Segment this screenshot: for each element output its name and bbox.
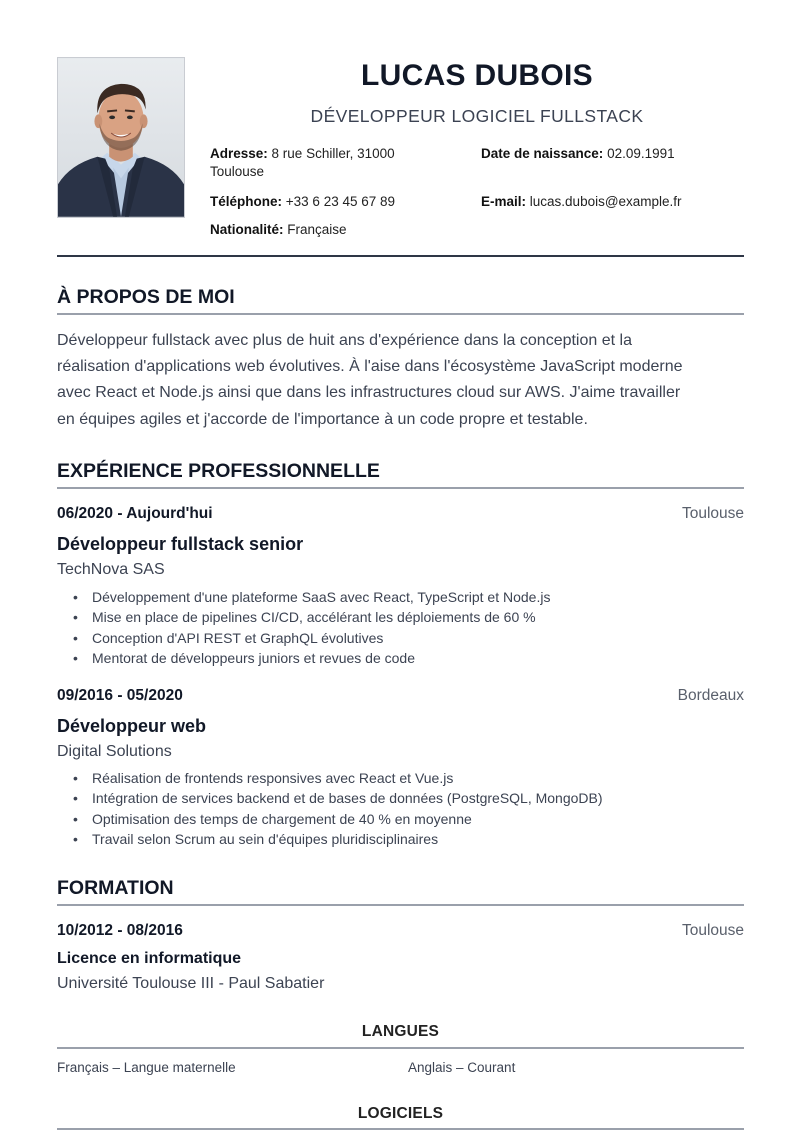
job-dates: 09/2016 - 05/2020 bbox=[57, 687, 183, 704]
languages-divider bbox=[57, 1047, 744, 1049]
address-label: Adresse: bbox=[210, 146, 268, 161]
job-title: DÉVELOPPEUR LOGICIEL FULLSTACK bbox=[310, 106, 644, 126]
education-location: Toulouse bbox=[681, 922, 744, 939]
education-school: Université Toulouse III - Paul Sabatier bbox=[57, 975, 325, 992]
birth-value: 02.09.1991 bbox=[607, 146, 675, 161]
phone-label: Téléphone: bbox=[210, 194, 283, 209]
address-line2: Toulouse bbox=[210, 164, 265, 179]
about-heading: À PROPOS DE MOI bbox=[57, 286, 235, 308]
phone-value: +33 6 23 45 67 89 bbox=[285, 194, 396, 209]
software-divider bbox=[57, 1128, 744, 1130]
education-degree: Licence en informatique bbox=[57, 950, 242, 967]
job-bullet: • Mise en place de pipelines CI/CD, accélérant les déploiements de 60 % bbox=[57, 607, 550, 627]
about-line: Développeur fullstack avec plus de huit ans d'expérience dans la conception et la bbox=[57, 332, 632, 349]
language-item: Anglais – Courant bbox=[408, 1060, 516, 1075]
email-info bbox=[481, 193, 744, 211]
job-bullet: • Conception d'API REST et GraphQL évolutives bbox=[57, 628, 550, 648]
about-text bbox=[57, 328, 747, 433]
experience-heading: EXPÉRIENCE PROFESSIONNELLE bbox=[57, 460, 380, 482]
education-dates: 10/2012 - 08/2016 bbox=[57, 922, 183, 939]
about-line: avec React et Node.js ainsi que dans les infrastructures cloud sur AWS. J'aime travailler bbox=[57, 384, 681, 402]
phone-info bbox=[210, 193, 470, 211]
nationality-info bbox=[210, 221, 470, 239]
job-bullet: • Mentorat de développeurs juniors et revues de code bbox=[57, 648, 550, 668]
header-divider bbox=[57, 255, 744, 257]
job-bullet: • Réalisation de frontends responsives avec React et Vue.js bbox=[57, 768, 603, 788]
job-position: Développeur fullstack senior bbox=[57, 534, 304, 554]
job-location: Toulouse bbox=[681, 505, 744, 522]
job-dates: 06/2020 - Aujourd'hui bbox=[57, 505, 213, 522]
nationality-value: Française bbox=[287, 222, 347, 237]
job-bullets bbox=[57, 587, 550, 668]
email-label: E-mail: bbox=[481, 194, 527, 209]
job-position: Développeur web bbox=[57, 716, 207, 736]
job-company: Digital Solutions bbox=[57, 743, 172, 760]
address-info bbox=[210, 145, 450, 181]
email-value[interactable]: lucas.dubois@example.fr bbox=[529, 194, 682, 209]
birth-info bbox=[481, 145, 744, 163]
about-divider bbox=[57, 313, 744, 315]
job-bullet: • Développement d'une plateforme SaaS avec React, TypeScript et Node.js bbox=[57, 587, 550, 607]
job-bullets bbox=[57, 768, 603, 849]
profile-photo bbox=[57, 57, 185, 218]
job-location: Bordeaux bbox=[677, 687, 744, 704]
education-heading: FORMATION bbox=[57, 877, 174, 899]
language-item: Français – Langue maternelle bbox=[57, 1060, 236, 1075]
languages-heading: LANGUES bbox=[361, 1023, 440, 1040]
software-heading: LOGICIELS bbox=[357, 1105, 444, 1122]
experience-divider bbox=[57, 487, 744, 489]
nationality-label: Nationalité: bbox=[210, 222, 284, 237]
job-bullet: • Travail selon Scrum au sein d'équipes pluridisciplinaires bbox=[57, 829, 603, 849]
education-divider bbox=[57, 904, 744, 906]
job-company: TechNova SAS bbox=[57, 561, 165, 578]
candidate-name: LUCAS DUBOIS bbox=[361, 59, 593, 92]
birth-label: Date de naissance: bbox=[481, 146, 604, 161]
address-line1: 8 rue Schiller, 31000 bbox=[271, 146, 395, 161]
job-bullet: • Optimisation des temps de chargement de 40 % en moyenne bbox=[57, 809, 603, 829]
job-bullet: • Intégration de services backend et de bases de données (PostgreSQL, MongoDB) bbox=[57, 788, 603, 808]
about-line: en équipes agiles et j'accorde de l'importance à un code propre et testable. bbox=[57, 410, 588, 428]
about-line: réalisation d'applications web évolutives. À l'aise dans l'écosystème JavaScript moderne bbox=[57, 358, 683, 376]
